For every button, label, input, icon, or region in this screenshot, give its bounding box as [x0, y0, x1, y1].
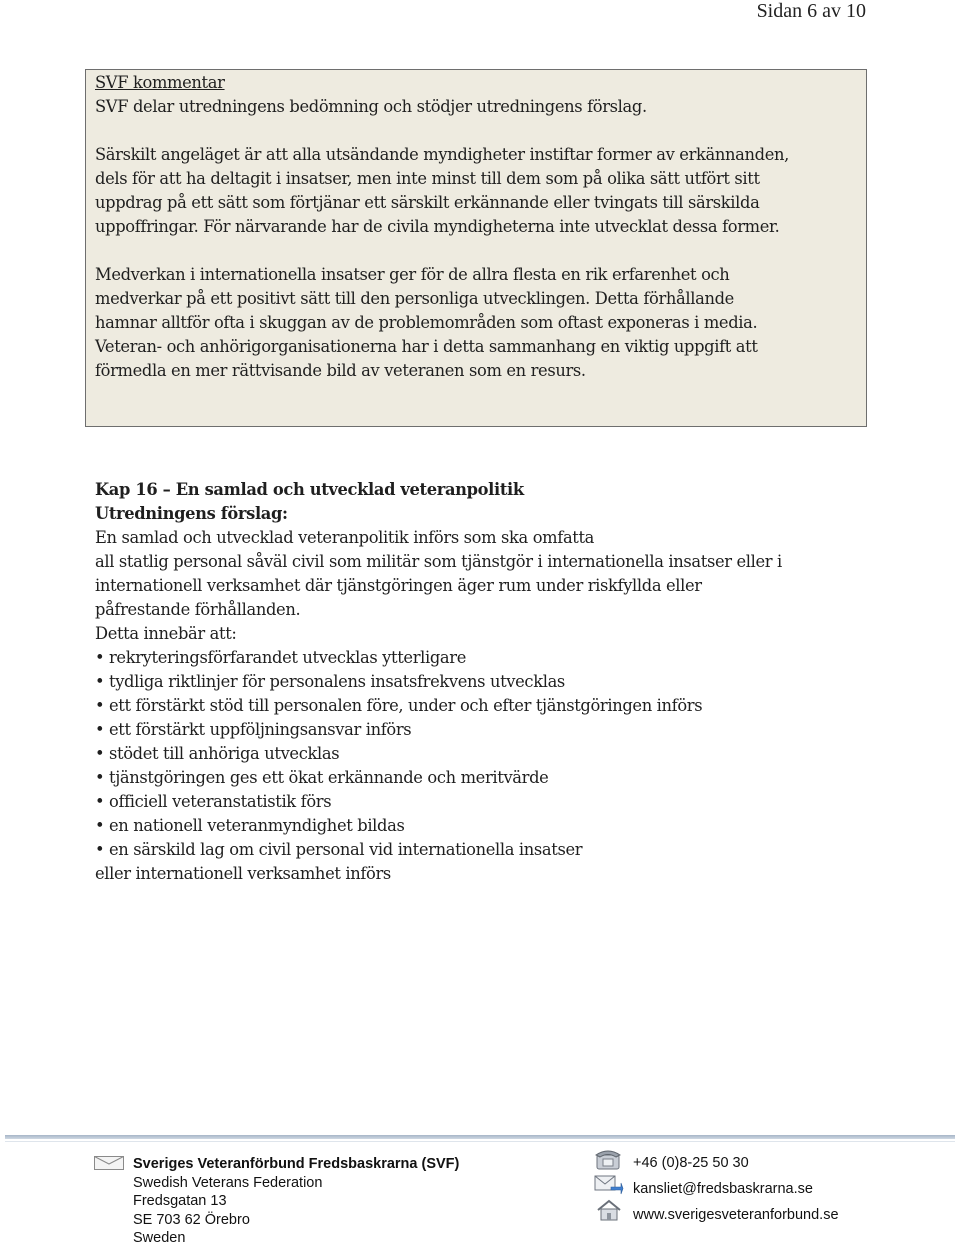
bullet-marker: • [95, 744, 105, 763]
bullet-item [95, 742, 895, 766]
footer-organization [133, 1155, 459, 1248]
bullet-item [95, 646, 895, 670]
footer-divider [5, 1135, 955, 1139]
comment-line: uppoffringar. För närvarande har de civila myndigheterna inte utvecklat dessa former. [95, 217, 780, 236]
intro-line: all statlig personal såväl civil som militär som tjänstgör i internationella insatser eller i [95, 552, 782, 571]
org-country: Sweden [133, 1230, 186, 1246]
bullet-item [95, 814, 895, 838]
email-address[interactable]: kansliet@fredsbaskrarna.se [633, 1181, 813, 1197]
house-icon [596, 1199, 622, 1221]
comment-line: uppdrag på ett sätt som förtjänar ett särskilt erkännande eller tvingats till särskilda [95, 193, 760, 212]
bullet-marker: • [95, 816, 105, 835]
bullet-marker: • [95, 648, 105, 667]
bullet-marker: • [95, 840, 105, 859]
phone-number: +46 (0)8-25 50 30 [633, 1155, 749, 1171]
bullet-text: en särskild lag om civil personal vid internationella insatser [109, 840, 583, 859]
intro-line: internationell verksamhet där tjänstgöringen äger rum under riskfyllda eller [95, 576, 702, 595]
intro-line: En samlad och utvecklad veteranpolitik införs som ska omfatta [95, 528, 595, 547]
page-number: Sidan 6 av 10 [756, 0, 866, 22]
bullet-marker: • [95, 768, 105, 787]
bullet-text: tydliga riktlinjer för personalens insatsfrekvens utvecklas [109, 672, 565, 691]
bullet-text: officiell veteranstatistik förs [109, 792, 332, 811]
bullet-text: en nationell veteranmyndighet bildas [109, 816, 405, 835]
org-name: Sveriges Veteranförbund Fredsbaskrarna (SVF) [133, 1156, 460, 1172]
comment-line: hamnar alltför ofta i skuggan av de problemområden som oftast exponeras i media. [95, 313, 758, 332]
bullet-text: ett förstärkt stöd till personalen före, under och efter tjänstgöringen införs [109, 696, 703, 715]
bullet-text: tjänstgöringen ges ett ökat erkännande och meritvärde [109, 768, 549, 787]
comment-title: SVF kommentar [95, 73, 225, 92]
comment-line: dels för att ha deltagit i insatser, men inte minst till dem som på olika sätt utfört sitt [95, 169, 760, 188]
comment-line: Medverkan i internationella insatser ger för de allra flesta en rik erfarenhet och [95, 265, 730, 284]
bullet-text: stödet till anhöriga utvecklas [109, 744, 340, 763]
bullet-item [95, 670, 895, 694]
footer-divider-shadow [5, 1141, 955, 1142]
org-street: Fredsgatan 13 [133, 1193, 227, 1209]
bullet-item [95, 838, 895, 862]
closing-line: eller internationell verksamhet införs [95, 864, 391, 883]
comment-line: medverkar på ett positivt sätt till den personliga utvecklingen. Detta förhållande [95, 289, 734, 308]
comment-line: Veteran- och anhörigorganisationerna har i detta sammanhang en viktig uppgift att [95, 337, 758, 356]
comment-line: förmedla en mer rättvisande bild av veteranen som en resurs. [95, 361, 586, 380]
bullet-text: ett förstärkt uppföljningsansvar införs [109, 720, 412, 739]
svf-comment-box [85, 69, 867, 427]
org-postal: SE 703 62 Örebro [133, 1211, 250, 1228]
intro-line: påfrestande förhållanden. [95, 600, 301, 619]
bullet-item [95, 694, 895, 718]
intro-line: Detta innebär att: [95, 624, 237, 643]
bullet-marker: • [95, 672, 105, 691]
paragraph-gap [95, 239, 866, 263]
chapter-section [95, 478, 895, 886]
email-icon [594, 1173, 624, 1197]
bullet-marker: • [95, 720, 105, 739]
bullet-item [95, 790, 895, 814]
paragraph-gap [95, 119, 866, 143]
org-english-name: Swedish Veterans Federation [133, 1174, 323, 1191]
bullet-text: rekryteringsförfarandet utvecklas ytterligare [109, 648, 466, 667]
bullet-item [95, 766, 895, 790]
chapter-heading: Kap 16 – En samlad och utvecklad veteranpolitik [95, 480, 524, 499]
comment-line: SVF delar utredningens bedömning och stödjer utredningens förslag. [95, 97, 647, 116]
comment-line: Särskilt angeläget är att alla utsändande myndigheter instiftar former av erkännanden, [95, 145, 789, 164]
envelope-icon [94, 1156, 124, 1170]
telephone-icon [595, 1147, 621, 1171]
bullet-marker: • [95, 696, 105, 715]
bullet-marker: • [95, 792, 105, 811]
website-link[interactable]: www.sverigesveteranforbund.se [633, 1207, 839, 1223]
chapter-subheading: Utredningens förslag: [95, 504, 288, 523]
bullet-item [95, 718, 895, 742]
